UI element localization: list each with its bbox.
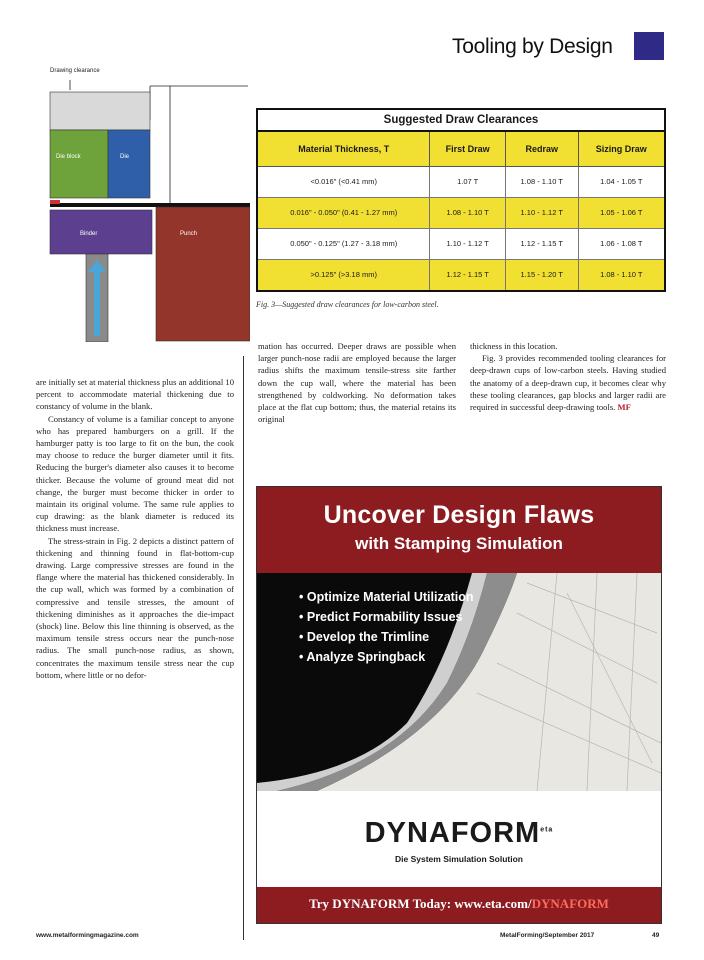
ad-bullet-list [299, 587, 474, 667]
svg-text:Drawing clearance: Drawing clearance [50, 68, 100, 74]
svg-text:Binder: Binder [80, 231, 98, 237]
dynaform-logo [257, 817, 661, 850]
paragraph [470, 352, 666, 413]
logo-wordmark: DYNAFORM [364, 817, 541, 849]
page-number: 49 [652, 932, 660, 939]
ad-bullet: • Predict Formability Issues [299, 607, 474, 627]
article-column-3 [470, 340, 666, 413]
table-row [257, 198, 665, 229]
ad-cta-text: Try DYNAFORM Today: www.eta.com/ [309, 896, 532, 911]
ad-bullet: • Analyze Springback [299, 647, 474, 667]
running-header [452, 32, 613, 62]
ad-cta[interactable] [257, 887, 661, 923]
article-column-1 [36, 376, 234, 681]
table-cell: 1.08 - 1.10 T [578, 260, 665, 292]
footer-issue: MetalForming/September 2017 [500, 932, 595, 939]
table-cell: <0.016" (<0.41 mm) [257, 167, 430, 198]
table-cell: 0.016" - 0.050" (0.41 - 1.27 mm) [257, 198, 430, 229]
paragraph: mation has occurred. Deeper draws are possible when larger punch-nose radii are employed because the larger radius shifts the maximum tensile-stress site farther down the cup wall, where the material has been strengthened by coldworking. No deformation takes place at the flat cup bottom; thus, the material retains its original [258, 341, 456, 425]
table-cell: 0.050" - 0.125" (1.27 - 3.18 mm) [257, 229, 430, 260]
section-title: Tooling by Design [452, 35, 613, 58]
table-cell: 1.04 - 1.05 T [578, 167, 665, 198]
paragraph-text: Fig. 3 provides recommended tooling clearances for deep-drawn cups of low-carbon steels. Having studied the anatomy of a deep-drawn cup, it becomes clear why these tooling clearances, gap blocks and larger radii are required in successful deep-drawing tools. [470, 353, 666, 413]
table-row [257, 260, 665, 292]
table-row [257, 229, 665, 260]
punch-part [156, 207, 250, 341]
table-cell: 1.10 - 1.12 T [505, 198, 578, 229]
paragraph: thickness in this location. [470, 341, 558, 351]
header-color-block [634, 32, 664, 60]
draw-clearance-table [256, 108, 666, 292]
die-part [108, 130, 150, 198]
draw-clearance-table-container [256, 108, 666, 292]
ad-image [257, 573, 661, 791]
column-divider [243, 356, 244, 940]
figure-caption: Fig. 3—Suggested draw clearances for low-carbon steel. [256, 300, 439, 309]
ad-tagline: Die System Simulation Solution [395, 854, 523, 864]
drawing-clearance-label [50, 68, 100, 74]
ad-headline: Uncover Design Flaws [323, 501, 595, 529]
paragraph: are initially set at material thickness plus an additional 10 percent to accommodate material thickening due to constancy of volume in the blank. [36, 377, 234, 412]
footer-url: www.metalformingmagazine.com [36, 932, 139, 939]
table-cell: 1.06 - 1.08 T [578, 229, 665, 260]
table-title: Suggested Draw Clearances [256, 108, 666, 130]
die-block [50, 130, 108, 198]
table-header-cell: Sizing Draw [578, 131, 665, 167]
table-cell: 1.08 - 1.10 T [430, 198, 505, 229]
ad-subheadline: with Stamping Simulation [355, 534, 563, 553]
table-header-cell: Material Thickness, T [257, 131, 430, 167]
table-cell: 1.12 - 1.15 T [430, 260, 505, 292]
svg-text:Die block: Die block [56, 154, 81, 160]
table-cell: 1.12 - 1.15 T [505, 229, 578, 260]
table-header-row [257, 131, 665, 167]
paragraph: The stress-strain in Fig. 2 depicts a distinct pattern of thickening and thinning found in flat-bottom-cup drawing. Large compressive stresses are found in the flange where the material has thickened considerably. In the cup wall, which was formed by a combination of compressive and tensile stresses, the amount of thickening diminishes as it approaches the die-impact (shock) line. Below this line thinning is observed, as the maximum tensile stress occurs near the punch-nose radius. The small punch-nose radius, as shown, concentrates the maximum tensile stress near the cup bottom, where little or no defor- [36, 535, 234, 680]
logo-badge: eta [540, 826, 554, 834]
ad-cta-link[interactable]: DYNAFORM [531, 896, 609, 911]
ad-bullet: • Develop the Trimline [299, 627, 474, 647]
end-mark: MF [617, 402, 631, 413]
ad-bullet: • Optimize Material Utilization [299, 587, 474, 607]
table-cell: >0.125" (>3.18 mm) [257, 260, 430, 292]
table-cell: 1.05 - 1.06 T [578, 198, 665, 229]
table-cell: 1.15 - 1.20 T [505, 260, 578, 292]
table-cell: 1.07 T [430, 167, 505, 198]
table-cell: 1.10 - 1.12 T [430, 229, 505, 260]
table-header-cell: First Draw [430, 131, 505, 167]
ad-banner [257, 487, 661, 573]
draw-tool-diagram [30, 60, 250, 342]
paragraph: Constancy of volume is a familiar concept to anyone who has prepared hamburgers on a grill. If the hamburger patty is too large to fit on the bun, the cook may choose to reduce the burger diameter until it fits. Reducing the burger's diameter also causes it to become thicker. Because the volume of ground meat did not change, the burger must become thicker in order to maintain its original volume. The same rule applies to cup drawing: as the blank diameter is reduced its thickness must increase. [36, 413, 234, 534]
advertisement[interactable] [256, 486, 662, 924]
table-cell: 1.08 - 1.10 T [505, 167, 578, 198]
svg-text:Punch: Punch [180, 231, 198, 237]
article-column-2 [258, 340, 456, 425]
table-header-cell: Redraw [505, 131, 578, 167]
binder-part [50, 210, 152, 254]
ad-logo-area [257, 791, 661, 887]
svg-text:Die: Die [120, 154, 130, 160]
table-row [257, 167, 665, 198]
